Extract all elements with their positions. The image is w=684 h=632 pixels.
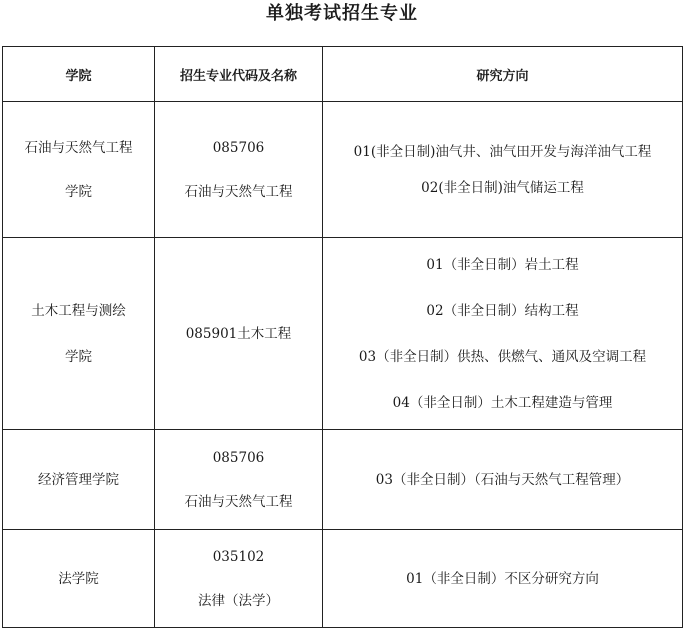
direction-item: 01(非全日制)油气井、油气田开发与海洋油气工程 <box>353 143 652 160</box>
major-code: 085706 <box>212 449 265 466</box>
direction-item: 03（非全日制）供热、供燃气、通风及空调工程 <box>358 348 647 365</box>
table-row <box>3 102 683 238</box>
direction-cell <box>323 238 683 430</box>
major-name: 石油与天然气工程 <box>184 493 293 510</box>
direction-item: 02(非全日制)油气储运工程 <box>421 179 584 196</box>
major-name: 石油与天然气工程 <box>184 183 293 200</box>
major-cell <box>155 530 323 628</box>
major-code: 085706 <box>212 139 265 156</box>
college-name: 石油与天然气工程 <box>24 139 133 156</box>
header-college: 学院 <box>3 47 155 102</box>
table-row <box>3 430 683 530</box>
college-name: 土木工程与测绘 <box>31 302 126 319</box>
direction-item: 01（非全日制）不区分研究方向 <box>406 570 599 587</box>
major-full: 085901土木工程 <box>185 325 292 342</box>
college-cell <box>3 238 155 430</box>
direction-cell <box>323 530 683 628</box>
direction-cell <box>323 430 683 530</box>
table-row <box>3 238 683 430</box>
page-title: 单独考试招生专业 <box>266 3 418 24</box>
college-name-suffix: 学院 <box>65 183 92 200</box>
college-cell <box>3 102 155 238</box>
direction-item: 01（非全日制）岩土工程 <box>426 256 579 273</box>
header-major: 招生专业代码及名称 <box>155 47 323 102</box>
table-row <box>3 530 683 628</box>
table-header-row <box>3 47 683 102</box>
direction-cell <box>323 102 683 238</box>
admission-table <box>2 46 683 628</box>
college-cell <box>3 530 155 628</box>
college-cell <box>3 430 155 530</box>
major-cell <box>155 430 323 530</box>
major-name: 法律（法学） <box>198 592 279 609</box>
college-name: 经济管理学院 <box>38 471 119 488</box>
major-cell <box>155 238 323 430</box>
direction-item: 04（非全日制）土木工程建造与管理 <box>392 394 613 411</box>
header-direction: 研究方向 <box>323 47 683 102</box>
direction-item: 03（非全日制）（石油与天然气工程管理） <box>375 471 630 488</box>
major-cell <box>155 102 323 238</box>
direction-item: 02（非全日制）结构工程 <box>426 302 579 319</box>
major-code: 035102 <box>212 548 265 565</box>
college-name-suffix: 学院 <box>65 348 92 365</box>
college-name: 法学院 <box>58 570 99 587</box>
